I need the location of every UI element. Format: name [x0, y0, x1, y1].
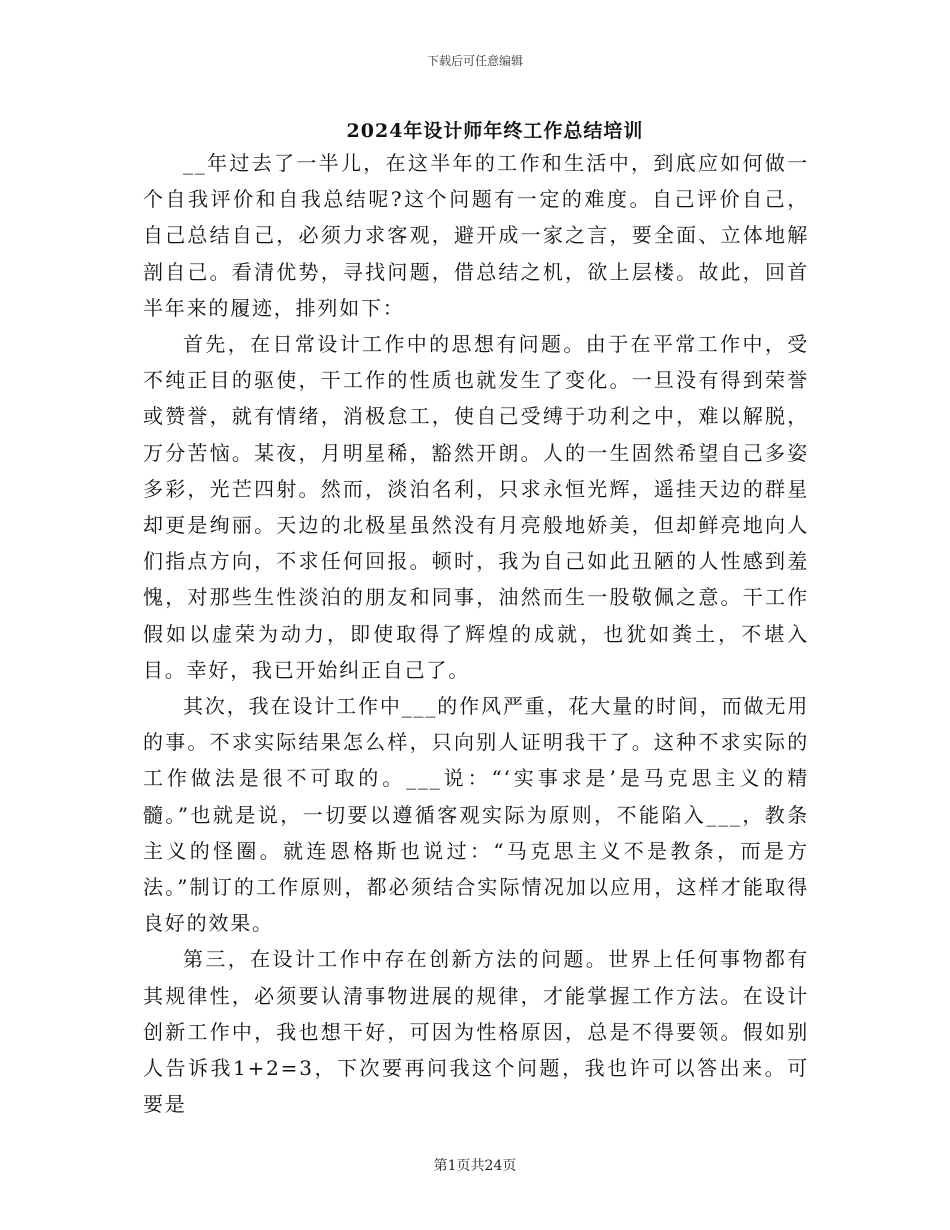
- document-body: [143, 145, 809, 1122]
- paragraph-third: 第三，在设计工作中存在创新方法的问题。世界上任何事物都有其规律性，必须要认清事物进展的规律，才能掌握工作方法。在设计创新工作中，我也想干好，可因为性格原因，总是不得要领。假如别人告诉我1+2=3，下次要再问我这个问题，我也许可以答出来。可要是: [143, 947, 809, 1117]
- paragraph-second: 其次，我在设计工作中___的作风严重，花大量的时间，而做无用的事。不求实际结果怎么样，只向别人证明我干了。这种不求实际的工作做法是很不可取的。___说：“‘实事求是’是马克思主义的精髓。”也就是说，一切要以遵循客观实际为原则，不能陷入___，教条主义的怪圈。就连恩格斯也说过：“马克思主义不是教条，而是方法。”制订的工作原则，都必须结合实际情况加以应用，这样才能取得良好的效果。: [143, 694, 809, 936]
- page-number: 第1页共24页: [433, 1158, 517, 1174]
- document-title: 2024年设计师年终工作总结培训: [346, 120, 644, 142]
- paragraph-intro: __年过去了一半儿，在这半年的工作和生活中，到底应如何做一个自我评价和自我总结呢?这个问题有一定的难度。自己评价自己，自己总结自己，必须力求客观，避开成一家之言，要全面、立体地解剖自己。看清优势，寻找问题，借总结之机，欲上层楼。故此，回首半年来的履迹，排列如下：: [143, 151, 809, 320]
- paragraph-first: 首先，在日常设计工作中的思想有问题。由于在平常工作中，受不纯正目的驱使，干工作的性质也就发生了变化。一旦没有得到荣誉或赞誉，就有情绪，消极怠工，使自己受缚于功利之中，难以解脱，万分苦恼。某夜，月明星稀，豁然开朗。人的一生固然希望自己多姿多彩，光芒四射。然而，淡泊名利，只求永恒光辉，遥挂天边的群星却更是绚丽。天边的北极星虽然没有月亮般地娇美，但却鲜亮地向人们指点方向，不求任何回报。顿时，我为自己如此丑陋的人性感到羞愧，对那些生性淡泊的朋友和同事，油然而生一股敬佩之意。干工作假如以虚荣为动力，即使取得了辉煌的成就，也犹如粪土，不堪入目。幸好，我已开始纠正自己了。: [143, 332, 809, 682]
- header-note: 下载后可任意编辑: [426, 54, 523, 68]
